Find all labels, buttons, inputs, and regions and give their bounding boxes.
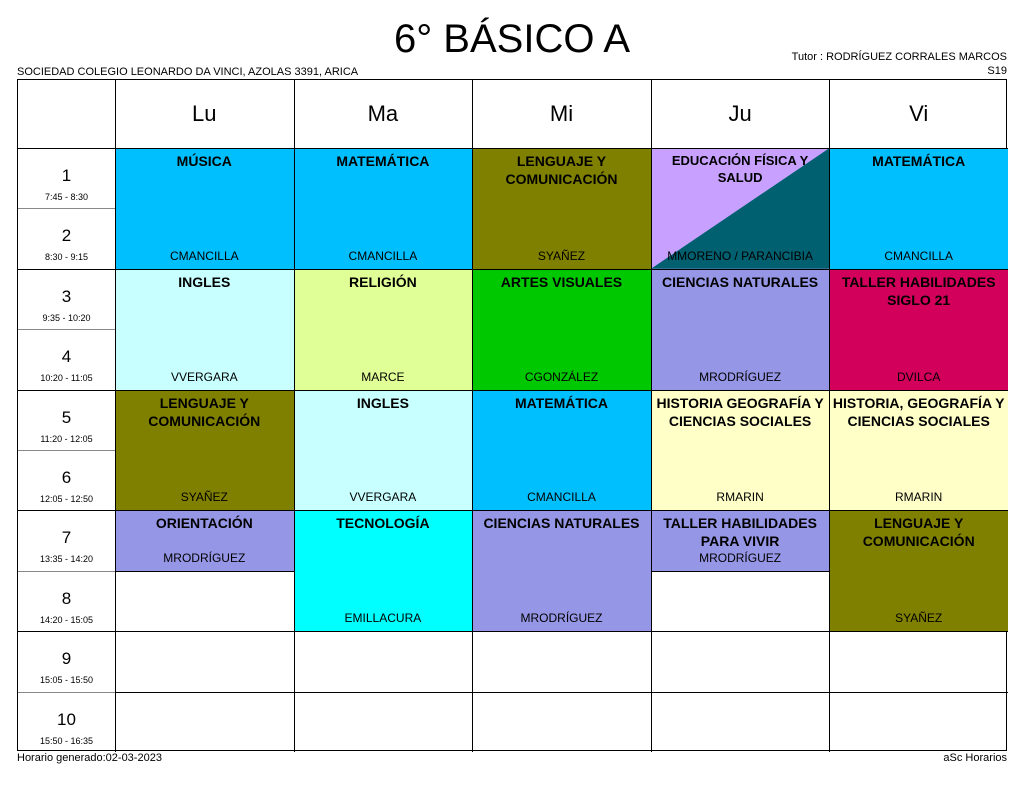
lesson-teacher: RMARIN bbox=[895, 490, 943, 505]
lesson-teacher: MRODRÍGUEZ bbox=[699, 550, 782, 565]
row-divider bbox=[829, 631, 1008, 632]
lesson-subject: INGLES bbox=[356, 394, 409, 411]
header-divider bbox=[18, 148, 1008, 149]
lesson-teacher: VVERGARA bbox=[170, 369, 238, 384]
lesson-cell[interactable] bbox=[472, 269, 651, 390]
day-header: Ju bbox=[728, 101, 752, 126]
lesson-cell[interactable] bbox=[651, 390, 830, 511]
page-title: 6° BÁSICO A bbox=[393, 17, 631, 61]
lesson-teacher: CMANCILLA bbox=[884, 248, 954, 263]
lesson-teacher: MMORENO / PARANCIBIA bbox=[667, 248, 813, 263]
lesson-teacher: SYAÑEZ bbox=[537, 248, 586, 263]
period-number: 1 bbox=[61, 166, 72, 185]
period-number: 7 bbox=[61, 528, 72, 548]
period-time: 10:20 - 11:05 bbox=[40, 373, 93, 384]
column-divider bbox=[115, 80, 116, 752]
row-divider bbox=[18, 510, 115, 511]
row-divider bbox=[18, 450, 115, 451]
row-divider bbox=[115, 571, 294, 572]
lesson-cell[interactable] bbox=[294, 390, 473, 511]
lesson-cell[interactable] bbox=[651, 269, 830, 390]
lesson-cell[interactable] bbox=[829, 148, 1008, 269]
period-time: 7:45 - 8:30 bbox=[44, 192, 89, 202]
day-header: Vi bbox=[909, 101, 929, 126]
period-number: 8 bbox=[61, 588, 72, 608]
lesson-cell[interactable] bbox=[472, 148, 651, 269]
lesson-teacher: SYAÑEZ bbox=[895, 611, 943, 626]
column-divider bbox=[829, 80, 830, 752]
row-divider bbox=[651, 571, 830, 572]
row-divider bbox=[829, 510, 1008, 511]
period-time: 9:35 - 10:20 bbox=[42, 312, 91, 323]
lesson-subject: TECNOLOGÍA bbox=[336, 515, 430, 532]
lesson-cell[interactable] bbox=[115, 510, 294, 570]
lesson-subject: INGLES bbox=[178, 273, 231, 290]
row-divider bbox=[115, 510, 294, 511]
lesson-cell[interactable] bbox=[651, 510, 830, 570]
lesson-subject: HISTORIA GEOGRAFÍA Y CIENCIAS SOCIALES bbox=[656, 394, 824, 429]
lesson-teacher: MARCE bbox=[361, 369, 405, 384]
brand-label: aSc Horarios bbox=[943, 752, 1007, 764]
row-divider bbox=[294, 269, 473, 270]
lesson-subject: MATEMÁTICA bbox=[336, 153, 430, 169]
column-divider bbox=[294, 80, 295, 752]
lesson-teacher: SYAÑEZ bbox=[180, 490, 228, 505]
period-number: 3 bbox=[61, 286, 72, 306]
school-label: SOCIEDAD COLEGIO LEONARDO DA VINCI, AZOLAS 3391, ARICA bbox=[17, 66, 359, 78]
row-divider bbox=[651, 631, 830, 632]
row-divider bbox=[294, 692, 473, 693]
row-divider bbox=[18, 329, 115, 330]
period-number: 2 bbox=[61, 226, 72, 246]
lesson-subject: LENGUAJE Y COMUNICACIÓN bbox=[862, 515, 975, 550]
row-divider bbox=[115, 631, 294, 632]
lesson-teacher: MRODRÍGUEZ bbox=[699, 369, 782, 384]
row-divider bbox=[651, 269, 830, 270]
period-number: 5 bbox=[61, 407, 72, 427]
row-divider bbox=[472, 692, 651, 693]
lesson-cell[interactable] bbox=[472, 390, 651, 511]
row-divider bbox=[651, 510, 830, 511]
lesson-subject: MÚSICA bbox=[176, 153, 232, 169]
lesson-cell[interactable] bbox=[294, 148, 473, 269]
lesson-teacher: MRODRÍGUEZ bbox=[163, 550, 246, 565]
row-divider bbox=[472, 269, 651, 270]
lesson-cell[interactable] bbox=[115, 390, 294, 511]
row-divider bbox=[651, 692, 830, 693]
lesson-cell[interactable] bbox=[829, 510, 1008, 631]
period-number: 4 bbox=[61, 347, 72, 367]
day-header: Lu bbox=[192, 101, 217, 126]
lesson-teacher: EMILLACURA bbox=[344, 611, 422, 626]
lesson-subject: LENGUAJE Y COMUNICACIÓN bbox=[148, 394, 261, 429]
row-divider bbox=[115, 390, 294, 391]
lesson-subject: HISTORIA, GEOGRAFÍA Y CIENCIAS SOCIALES bbox=[832, 394, 1005, 429]
period-time: 15:50 - 16:35 bbox=[39, 735, 94, 746]
row-divider bbox=[829, 269, 1008, 270]
period-time: 15:05 - 15:50 bbox=[39, 675, 94, 686]
lesson-subject: CIENCIAS NATURALES bbox=[483, 515, 640, 532]
row-divider bbox=[651, 390, 830, 391]
period-time: 11:20 - 12:05 bbox=[40, 433, 93, 444]
timetable-grid bbox=[17, 79, 1007, 751]
row-divider bbox=[472, 390, 651, 391]
period-number: 10 bbox=[57, 709, 76, 729]
lesson-teacher: CMANCILLA bbox=[348, 248, 418, 263]
lesson-subject: TALLER HABILIDADES PARA VIVIR bbox=[663, 515, 817, 550]
period-time: 8:30 - 9:15 bbox=[44, 252, 89, 263]
row-divider bbox=[294, 390, 473, 391]
lesson-teacher: VVERGARA bbox=[349, 490, 417, 505]
lesson-subject: LENGUAJE Y COMUNICACIÓN bbox=[505, 153, 618, 187]
lesson-teacher: CMANCILLA bbox=[169, 248, 239, 263]
lesson-cell[interactable] bbox=[294, 510, 473, 631]
row-divider bbox=[18, 631, 115, 632]
row-divider bbox=[829, 390, 1008, 391]
row-divider bbox=[829, 692, 1008, 693]
lesson-subject: ARTES VISUALES bbox=[500, 273, 623, 290]
period-number: 6 bbox=[61, 468, 72, 487]
row-divider bbox=[115, 692, 294, 693]
lesson-teacher: CGONZÁLEZ bbox=[524, 369, 599, 384]
generated-date: Horario generado:02-03-2023 bbox=[17, 752, 162, 764]
day-header: Ma bbox=[367, 101, 399, 126]
period-number: 9 bbox=[61, 649, 72, 669]
period-time: 13:35 - 14:20 bbox=[39, 554, 94, 565]
row-divider bbox=[18, 269, 115, 270]
lesson-cell[interactable] bbox=[829, 269, 1008, 390]
lesson-teacher: DVILCA bbox=[897, 369, 941, 384]
lesson-subject: TALLER HABILIDADES SIGLO 21 bbox=[841, 273, 996, 308]
period-time: 12:05 - 12:50 bbox=[39, 494, 94, 504]
lesson-cell[interactable] bbox=[115, 269, 294, 390]
row-divider bbox=[115, 269, 294, 270]
lesson-subject: MATEMÁTICA bbox=[872, 153, 966, 169]
row-divider bbox=[472, 631, 651, 632]
column-divider bbox=[472, 80, 473, 752]
lesson-subject: ORIENTACIÓN bbox=[155, 515, 253, 532]
period-time: 14:20 - 15:05 bbox=[39, 614, 94, 625]
row-divider bbox=[18, 692, 115, 693]
lesson-teacher: MRODRÍGUEZ bbox=[520, 611, 603, 626]
row-divider bbox=[18, 571, 115, 572]
lesson-cell[interactable] bbox=[294, 269, 473, 390]
column-divider bbox=[651, 80, 652, 752]
lesson-cell[interactable] bbox=[472, 510, 651, 631]
lesson-cell[interactable] bbox=[115, 148, 294, 269]
row-divider bbox=[294, 631, 473, 632]
row-divider bbox=[18, 208, 115, 209]
lesson-teacher: CMANCILLA bbox=[527, 490, 596, 505]
day-header: Mi bbox=[549, 101, 574, 126]
row-divider bbox=[294, 510, 473, 511]
row-divider bbox=[472, 510, 651, 511]
row-divider bbox=[18, 390, 115, 391]
tutor-label: Tutor : RODRÍGUEZ CORRALES MARCOS bbox=[791, 51, 1007, 63]
lesson-cell[interactable] bbox=[829, 390, 1008, 511]
lesson-subject: MATEMÁTICA bbox=[514, 394, 609, 411]
lesson-subject: EDUCACIÓN FÍSICA Y SALUD bbox=[671, 153, 809, 185]
room-label: S19 bbox=[987, 65, 1007, 77]
lesson-teacher: RMARIN bbox=[716, 490, 764, 505]
lesson-subject: RELIGIÓN bbox=[349, 273, 417, 290]
lesson-cell[interactable] bbox=[651, 148, 830, 269]
lesson-subject: CIENCIAS NATURALES bbox=[662, 273, 819, 290]
